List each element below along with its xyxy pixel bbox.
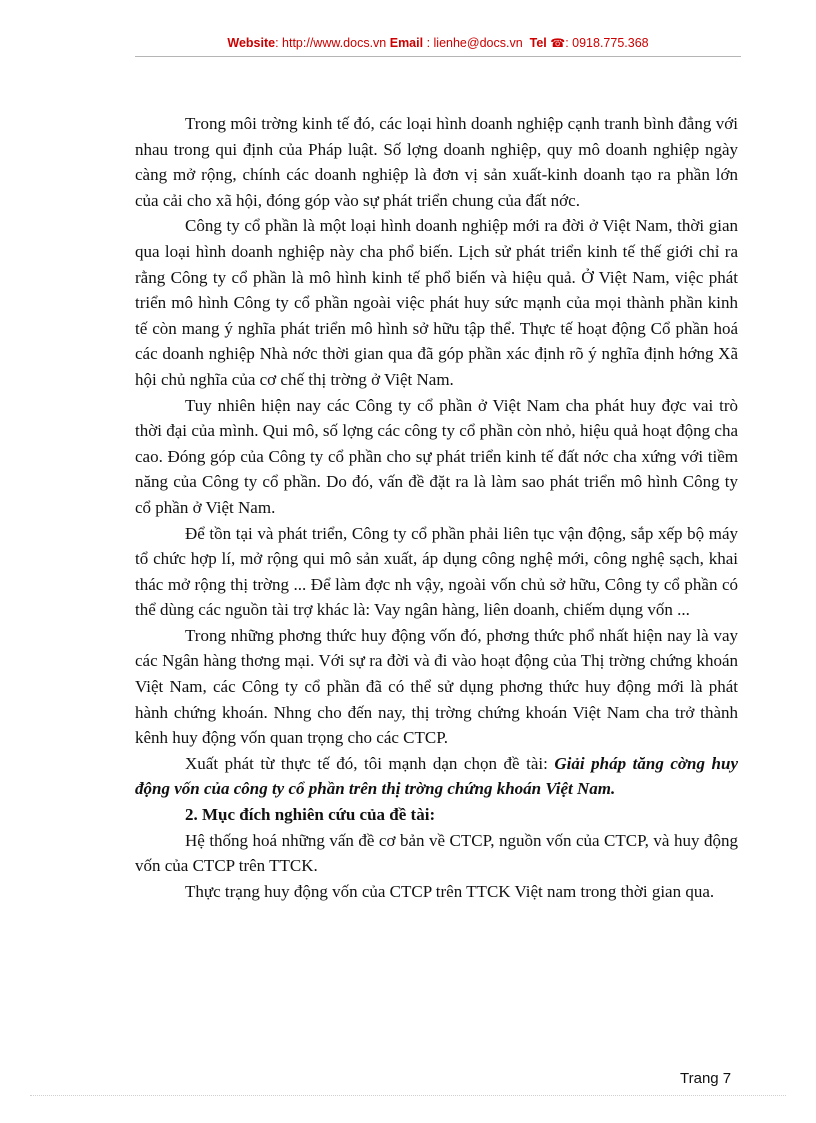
conclusion-lead: Xuất phát từ thực tế đó, tôi mạnh dạn chọn đề tài:	[185, 753, 555, 773]
page-header	[135, 36, 741, 50]
website-label: Website	[227, 36, 276, 50]
topic-end: .	[611, 779, 616, 799]
section-heading: 2. Mục đích nghiên cứu của đề tài:	[185, 805, 436, 825]
page-number: Trang 7	[680, 1070, 732, 1087]
email-label: Email	[389, 36, 424, 50]
conclusion-paragraph	[135, 751, 738, 802]
paragraph-5: Trong những phơng thức huy động vốn đó, phơng thức phổ nhất hiện nay là vay các Ngân hàng thơng mại. Với sự ra đời và đi vào hoạt động của Thị trờng chứng khoán Việt Nam, các Công ty cổ phần đã có thể sử dụng phơng thức huy động mới là phát hành chứng khoán. Nhng cho đến nay, thị trờng chứng khoán Việt Nam cha trở thành kênh huy động vốn quan trọng cho các CTCP.	[135, 625, 738, 748]
website-sep: :	[275, 36, 283, 50]
paragraph-3: Tuy nhiên hiện nay các Công ty cổ phần ở Việt Nam cha phát huy đợc vai trò thời đại của mình. Qui mô, số lợng các công ty cổ phần còn nhỏ, hiệu quả hoạt động cha cao. Đóng góp của Công ty cổ phần cho sự phát triển kinh tế đất nớc cha xứng với tiềm năng của Công ty cổ phần. Do đó, vấn đề đặt ra là làm sao phát triển mô hình Công ty cổ phần ở Việt Nam.	[135, 395, 738, 517]
email-sep: :	[423, 36, 434, 50]
paragraph-2: Công ty cổ phần là một loại hình doanh nghiệp mới ra đời ở Việt Nam, thời gian qua loại hình doanh nghiệp này cha phổ biến. Lịch sử phát triển kinh tế thế giới chỉ ra rằng Công ty cổ phần là mô hình kinh tế phổ biến và hiệu quả. Ở Việt Nam, việc phát triển mô hình Công ty cổ phần ngoài việc phát huy sức mạnh của mọi thành phần kinh tế còn mang ý nghĩa phát triển mô hình sở hữu tập thể. Thực tế hoạt động Cổ phần hoá các doanh nghiệp Nhà nớc thời gian qua đã góp phần xác định rõ ý nghĩa định hớng Xã hội chủ nghĩa của cơ chế thị trờng ở Việt Nam.	[135, 216, 738, 389]
tel-label: Tel	[529, 36, 547, 50]
paragraph-1: Trong môi trờng kinh tế đó, các loại hình doanh nghiệp cạnh tranh bình đẳng với nhau trong qui định của Pháp luật. Số lợng doanh nghiệp, quy mô doanh nghiệp ngày càng mở rộng, chính các doanh nghiệp là đơn vị sản xuất-kinh doanh tạo ra phần lớn của cải cho xã hội, đóng góp vào sự phát triển chung của đất nớc.	[135, 114, 738, 210]
header-divider	[135, 56, 741, 57]
tel-value: : 0918.775.368	[565, 36, 649, 50]
document-body	[135, 111, 738, 904]
email-value[interactable]: lienhe@docs.vn	[433, 36, 523, 50]
paragraph-4: Để tồn tại và phát triển, Công ty cổ phần phải liên tục vận động, sắp xếp bộ máy tổ chức hợp lí, mở rộng qui mô sản xuất, áp dụng công nghệ mới, công nghệ sạch, khai thác mở rộng thị trờng ... Để làm đợc nh vậy, ngoài vốn chủ sở hữu, Công ty cổ phần có thể dùng các nguồn tài trợ khác là: Vay ngân hàng, liên doanh, chiếm dụng vốn ...	[135, 523, 738, 620]
website-url[interactable]: http://www.docs.vn	[282, 36, 387, 50]
phone-icon: ☎	[550, 36, 566, 50]
section-paragraph-1: Hệ thống hoá những vấn đề cơ bản về CTCP, nguồn vốn của CTCP, và huy động vốn của CTCP trên TTCK.	[135, 830, 738, 876]
section-paragraph-2: Thực trạng huy động vốn của CTCP trên TTCK Việt nam trong thời gian qua.	[185, 881, 715, 901]
footer-divider	[30, 1095, 786, 1096]
topic-title: Giải pháp tăng cờng huy động vốn của công ty cổ phần trên thị trờng chứng khoán Việt Nam	[135, 753, 738, 799]
